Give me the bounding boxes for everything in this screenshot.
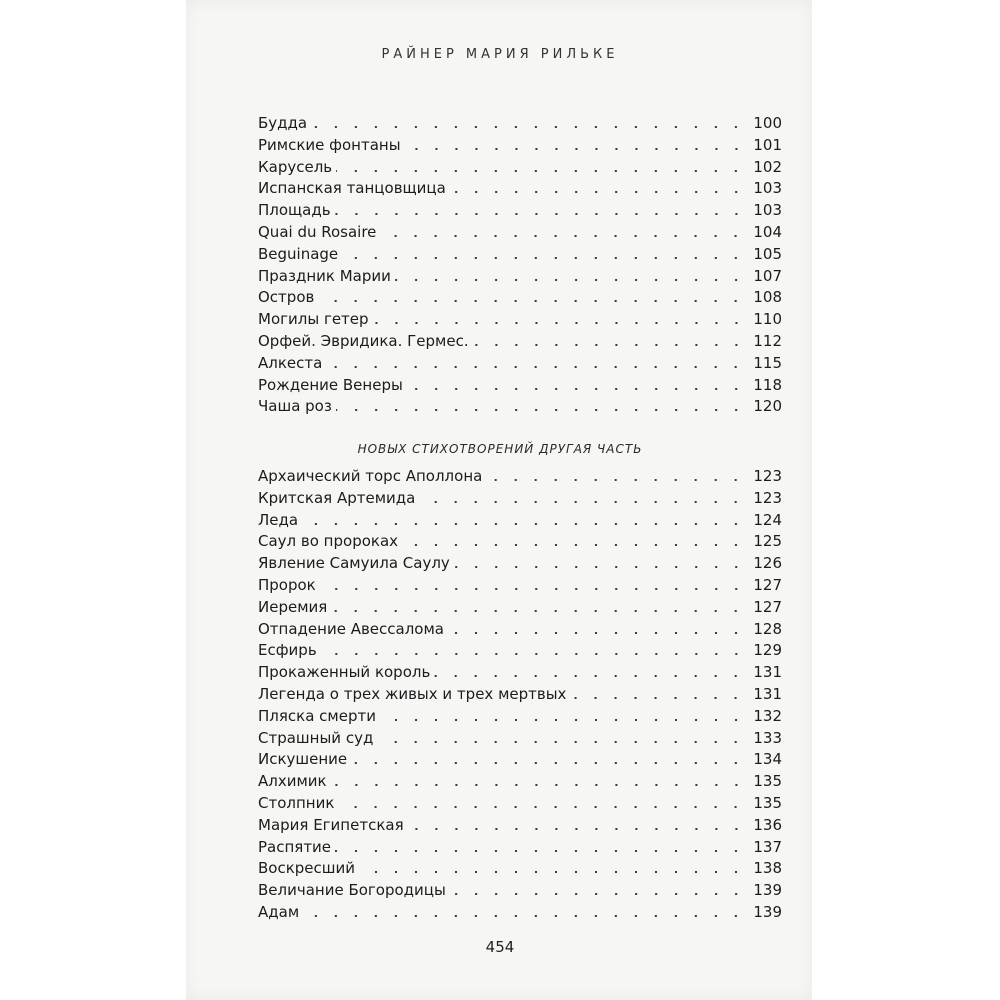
toc-entry-title: Quai du Rosaire xyxy=(258,222,377,241)
toc-entry xyxy=(258,287,782,309)
dot-leader xyxy=(331,784,746,786)
dot-leader xyxy=(320,588,746,590)
dot-leader xyxy=(407,388,746,390)
dot-leader xyxy=(311,126,746,128)
toc-entry-title: Рождение Венеры xyxy=(258,375,403,394)
toc-entry xyxy=(258,597,782,619)
toc-entry-page: 124 xyxy=(753,510,782,529)
toc-entry xyxy=(258,553,782,575)
toc-entry xyxy=(258,244,782,266)
toc-entry-title: Есфирь xyxy=(258,641,317,660)
dot-leader xyxy=(448,632,746,634)
toc-entry xyxy=(258,771,782,793)
toc-entry-page: 108 xyxy=(753,288,782,307)
toc-entry-page: 135 xyxy=(753,793,782,812)
toc-entry-page: 123 xyxy=(753,488,782,507)
section-heading: НОВЫХ СТИХОТВОРЕНИЙ ДРУГАЯ ЧАСТЬ xyxy=(357,442,643,456)
dot-leader xyxy=(336,409,746,411)
toc-entry-page: 131 xyxy=(753,663,782,682)
toc-entry-title: Чаша роз xyxy=(258,397,332,416)
toc-entry-page: 126 xyxy=(753,554,782,573)
toc-entry-page: 131 xyxy=(753,684,782,703)
toc-entry-page: 129 xyxy=(753,641,782,660)
toc-entry xyxy=(258,684,782,706)
toc-entry-title: Величание Богородицы xyxy=(258,881,446,900)
toc-entry-title: Алхимик xyxy=(258,772,327,791)
toc-entry xyxy=(258,837,782,859)
toc-entry xyxy=(258,728,782,750)
toc-entry xyxy=(258,135,782,157)
toc-entry xyxy=(258,375,782,397)
toc-entry xyxy=(258,640,782,662)
dot-leader xyxy=(321,653,746,655)
toc-entry-page: 138 xyxy=(753,859,782,878)
toc-entry xyxy=(258,396,782,418)
toc-entry-page: 127 xyxy=(753,575,782,594)
toc-entry-title: Могилы гетер xyxy=(258,310,369,329)
toc-entry xyxy=(258,531,782,553)
toc-entry xyxy=(258,353,782,375)
toc-entry-page: 128 xyxy=(753,619,782,638)
dot-leader xyxy=(303,915,746,917)
dot-leader xyxy=(408,828,746,830)
dot-leader xyxy=(302,523,746,525)
dot-leader xyxy=(338,806,746,808)
toc-entry-page: 125 xyxy=(753,532,782,551)
toc-entry-page: 123 xyxy=(753,467,782,485)
toc-entry-page: 134 xyxy=(753,750,782,769)
toc-entry-title: Воскресший xyxy=(258,859,355,878)
dot-leader xyxy=(373,322,746,324)
toc-entry-page: 103 xyxy=(753,179,782,198)
toc-entry-title: Пророк xyxy=(258,575,316,594)
dot-leader xyxy=(419,501,746,503)
toc-entry xyxy=(258,662,782,684)
toc-entry xyxy=(258,331,782,353)
toc-entry xyxy=(258,902,782,924)
toc-entry-page: 105 xyxy=(753,244,782,263)
toc-entry-title: Beguinage xyxy=(258,244,339,263)
toc-entry-title: Орфей. Эвридика. Гермес. xyxy=(258,331,469,350)
toc-entry xyxy=(258,510,782,532)
toc-entry xyxy=(258,222,782,244)
toc-entry-title: Архаический торс Аполлона xyxy=(258,467,483,485)
toc-entry xyxy=(258,706,782,728)
dot-leader xyxy=(351,762,746,764)
toc-entry-title: Критская Артемида xyxy=(258,488,416,507)
toc-entry-page: 110 xyxy=(753,310,782,329)
toc-entry-page: 115 xyxy=(753,353,782,372)
toc-entry-page: 101 xyxy=(753,135,782,154)
toc-entry-page: 103 xyxy=(753,201,782,220)
dot-leader xyxy=(486,479,746,481)
toc-entry-page: 107 xyxy=(753,266,782,285)
toc-entry-page: 104 xyxy=(753,222,782,241)
toc-entry-page: 135 xyxy=(753,772,782,791)
toc-entry-title: Карусель xyxy=(258,157,333,176)
toc-entry-title: Остров xyxy=(258,288,315,307)
dot-leader xyxy=(335,213,746,215)
toc-entry-title: Искушение xyxy=(258,750,348,769)
dot-leader xyxy=(450,191,746,193)
dot-leader xyxy=(331,610,746,612)
toc-entry-title: Иеремия xyxy=(258,597,328,616)
dot-leader xyxy=(318,300,746,302)
toc-entry-title: Леда xyxy=(258,510,299,529)
running-head: РАЙНЕР МАРИЯ РИЛЬКЕ xyxy=(381,47,619,62)
toc-entry-page: 100 xyxy=(753,114,782,132)
dot-leader xyxy=(402,544,746,546)
toc-entry-title: Римские фонтаны xyxy=(258,135,401,154)
toc-entry-title: Пляска смерти xyxy=(258,706,376,725)
toc-entry-page: 139 xyxy=(753,881,782,900)
page-number: 454 xyxy=(485,938,515,956)
toc-entry-title: Алкеста xyxy=(258,353,323,372)
dot-leader xyxy=(380,235,746,237)
toc-entry-title: Столпник xyxy=(258,793,335,812)
toc-entry-page: 137 xyxy=(753,837,782,856)
dot-leader xyxy=(395,279,746,281)
toc-entry-title: Будда xyxy=(258,114,308,132)
dot-leader xyxy=(336,170,746,172)
toc-entry-title: Страшный суд xyxy=(258,728,374,747)
dot-leader xyxy=(359,871,746,873)
toc-entry-page: 112 xyxy=(753,331,782,350)
dot-leader xyxy=(380,719,746,721)
toc-entry-page: 132 xyxy=(753,706,782,725)
toc-entry-title: Явление Самуила Саулу xyxy=(258,554,450,573)
dot-leader xyxy=(473,344,746,346)
toc-entry xyxy=(258,575,782,597)
toc-entry-title: Отпадение Авессалома xyxy=(258,619,444,638)
toc-entry xyxy=(258,178,782,200)
toc-entry-title: Испанская танцовщица xyxy=(258,179,446,198)
toc-entry-title: Легенда о трех живых и трех мертвых xyxy=(258,684,567,703)
toc-entry-title: Площадь xyxy=(258,201,331,220)
toc-entry-page: 102 xyxy=(753,157,782,176)
dot-leader xyxy=(454,566,746,568)
dot-leader xyxy=(326,366,746,368)
toc-entry xyxy=(258,157,782,179)
toc-entry xyxy=(258,793,782,815)
toc-entry-page: 133 xyxy=(753,728,782,747)
dot-leader xyxy=(434,675,746,677)
toc-entry-page: 120 xyxy=(753,397,782,416)
toc-entry-title: Мария Египетская xyxy=(258,815,404,834)
toc-entry xyxy=(258,619,782,641)
dot-leader xyxy=(570,697,746,699)
toc-entry xyxy=(258,309,782,331)
toc-entry-page: 136 xyxy=(753,815,782,834)
toc-entry-page: 139 xyxy=(753,902,782,921)
toc-entry xyxy=(258,113,782,135)
toc-entry xyxy=(258,858,782,880)
toc-entry xyxy=(258,880,782,902)
dot-leader xyxy=(335,850,746,852)
dot-leader xyxy=(450,893,746,895)
toc-entry xyxy=(258,200,782,222)
toc-entry-page: 118 xyxy=(753,375,782,394)
dot-leader xyxy=(377,741,746,743)
toc-entry xyxy=(258,815,782,837)
toc-list-part-2 xyxy=(258,466,782,924)
toc-entry-title: Праздник Марии xyxy=(258,266,391,285)
toc-entry-title: Распятие xyxy=(258,837,332,856)
toc-list-part-1 xyxy=(258,113,782,418)
toc-entry-title: Прокаженный король xyxy=(258,663,431,682)
dot-leader xyxy=(342,257,746,259)
dot-leader xyxy=(405,148,746,150)
toc-entry xyxy=(258,749,782,771)
toc-entry-title: Саул во пророках xyxy=(258,532,399,551)
toc-entry xyxy=(258,266,782,288)
toc-entry-title: Адам xyxy=(258,902,300,921)
toc-entry-page: 127 xyxy=(753,597,782,616)
toc-entry xyxy=(258,488,782,510)
toc-entry xyxy=(258,466,782,488)
